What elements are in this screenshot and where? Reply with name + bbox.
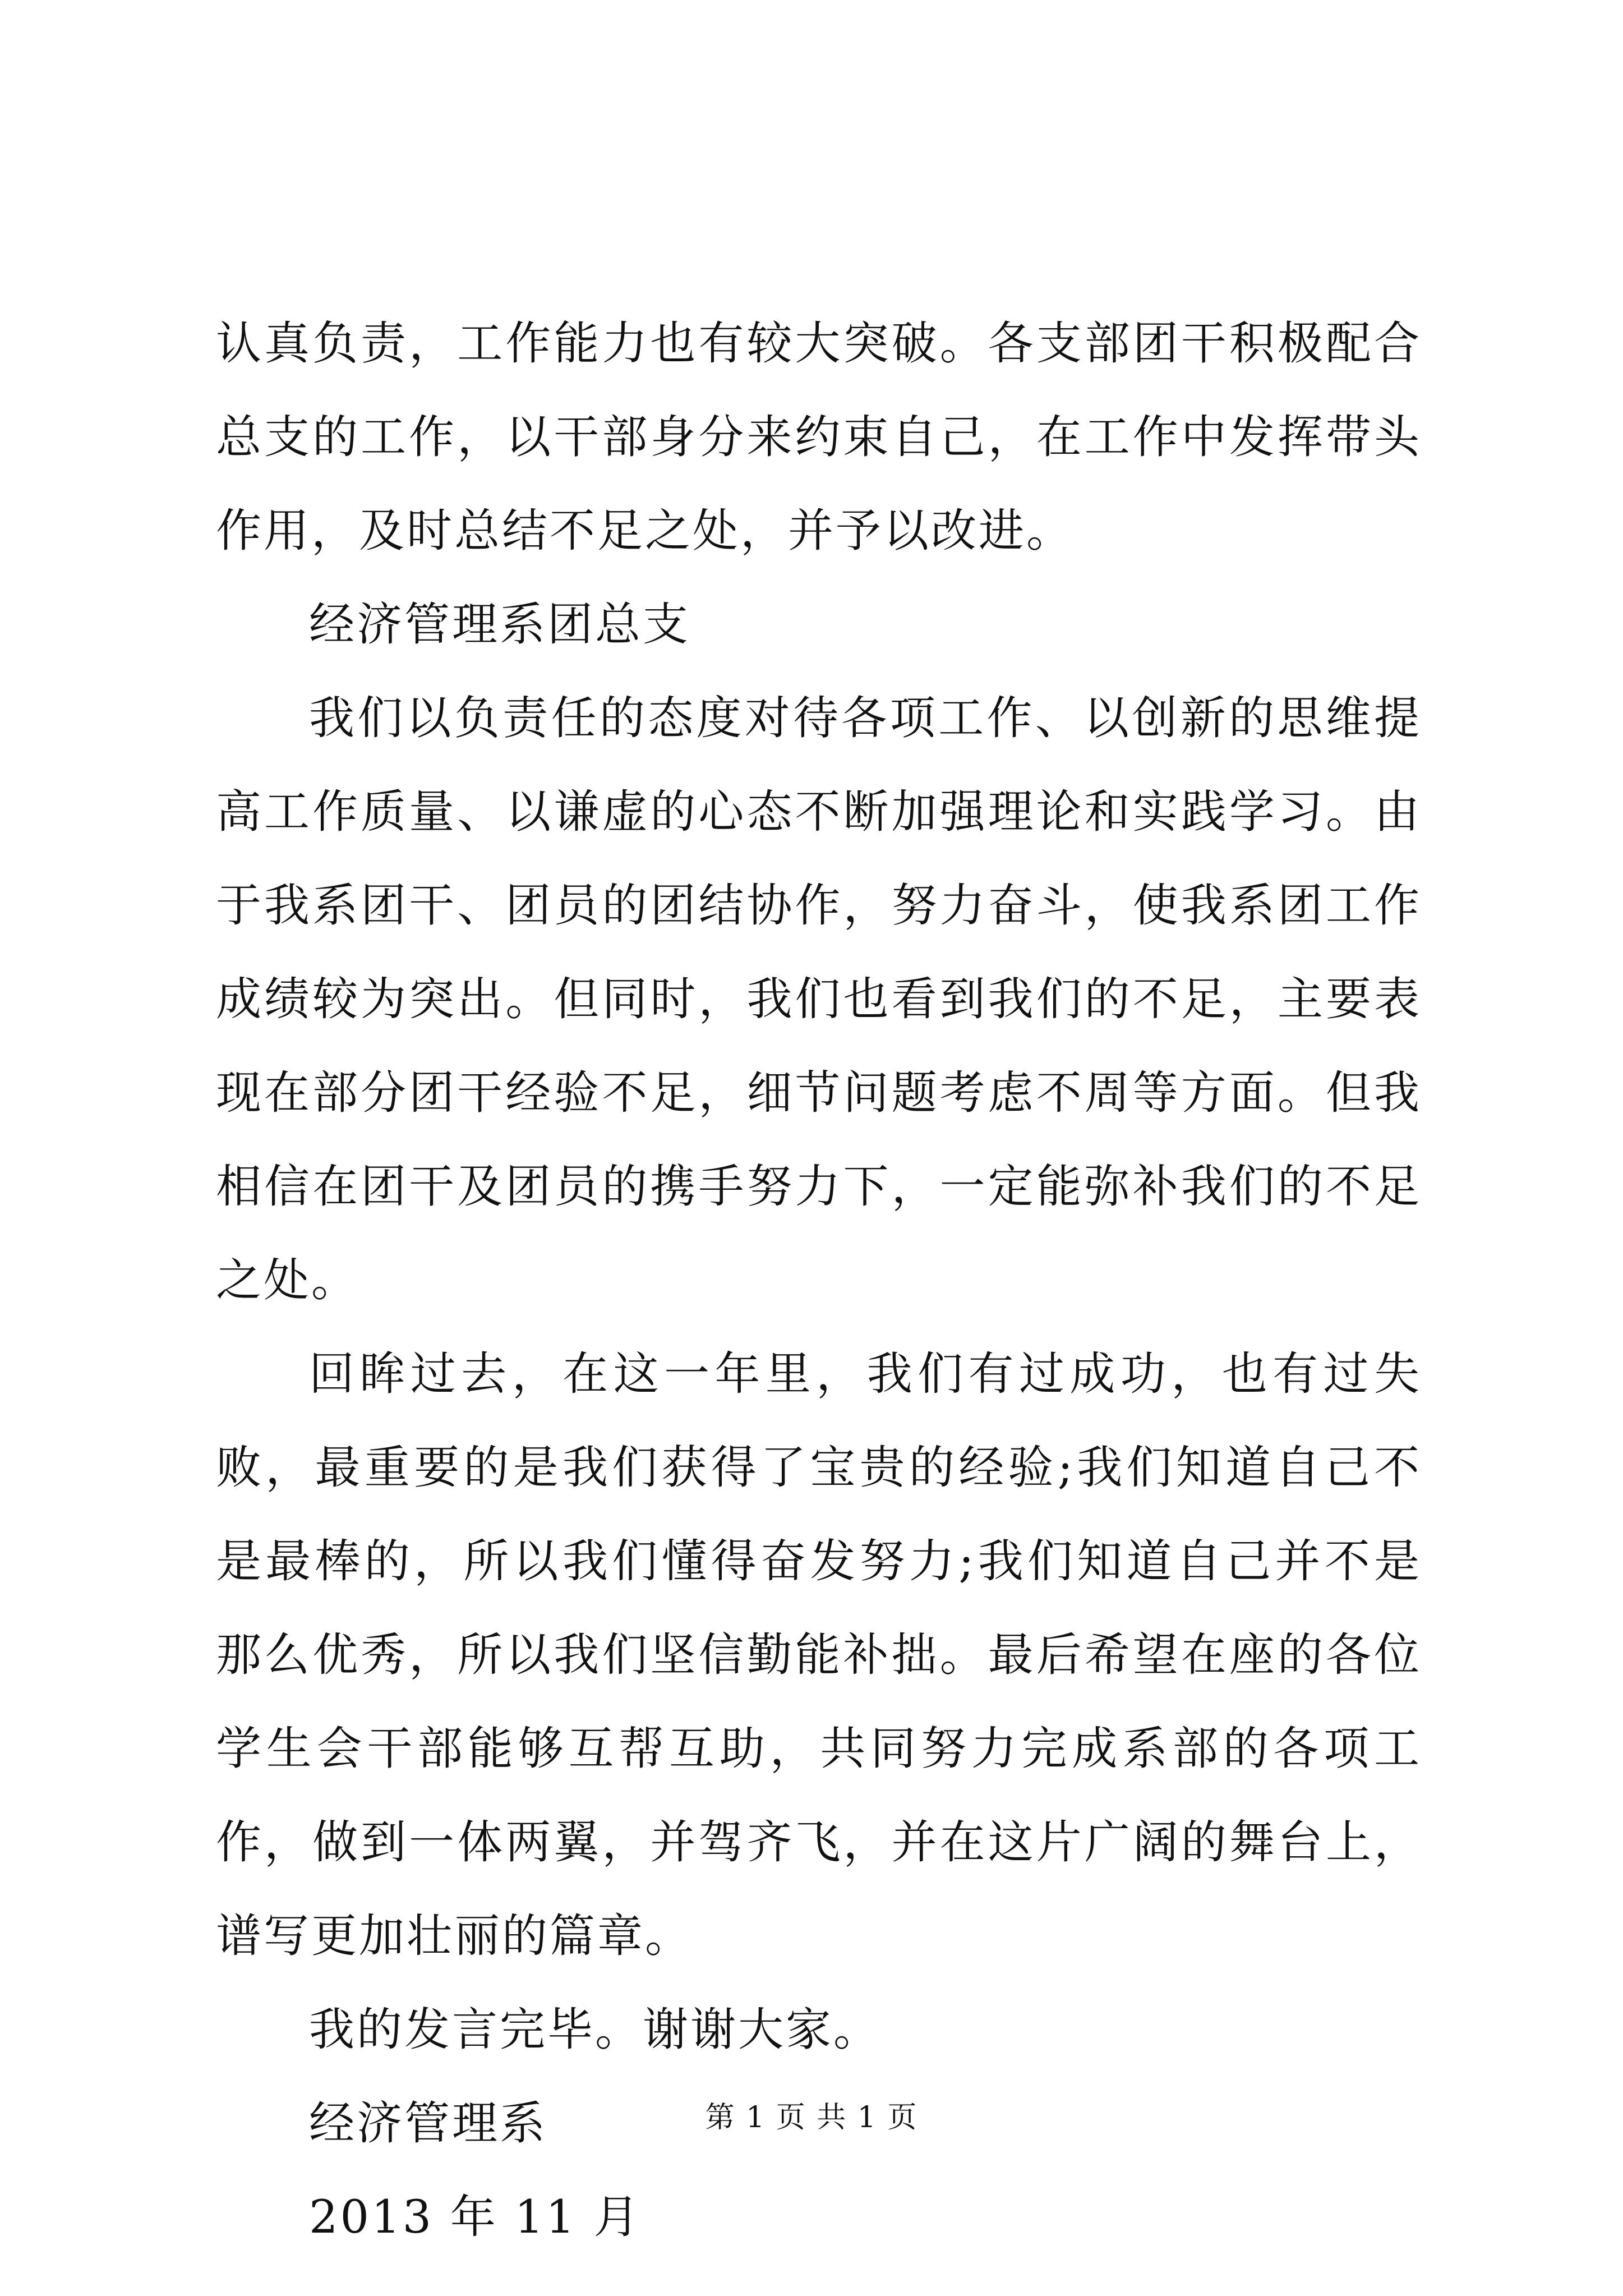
page-footer — [0, 2098, 1623, 2137]
page-number: 第 1 页 共 1 页 — [705, 2101, 918, 2134]
section-heading-committee: 经济管理系团总支 — [309, 599, 691, 651]
paragraph-continuation: 认真负责，工作能力也有较大突破。各支部团干积极配合总支的工作，以干部身分来约束自己，在工作中发挥带头作用，及时总结不足之处，并予以改进。 — [216, 318, 1422, 558]
paragraph-committee-report: 我们以负责任的态度对待各项工作、以创新的思维提高工作质量、以谦虚的心态不断加强理论和实践学习。由于我系团干、团员的团结协作，努力奋斗，使我系团工作成绩较为突出。但同时，我们也看到我们的不足，主要表现在部分团干经验不足，细节问题考虑不周等方面。但我相信在团干及团员的携手努力下，一定能弥补我们的不足之处。 — [216, 692, 1422, 1307]
document-body — [216, 297, 1422, 2265]
signature-date: 2013 年 11 月 — [309, 2191, 642, 2244]
signature-department: 经济管理系 — [309, 2097, 548, 2150]
paragraph-conclusion: 回眸过去，在这一年里，我们有过成功，也有过失败，最重要的是我们获得了宝贵的经验;我们知道自己不是最棒的，所以我们懂得奋发努力;我们知道自己并不是那么优秀，所以我们坚信勤能补拙。最后希望在座的各位学生会干部能够互帮互助，共同努力完成系部的各项工作，做到一体两翼，并驾齐飞，并在这片广阔的舞台上，谱写更加壮丽的篇章。 — [216, 1348, 1422, 1963]
closing-remark: 我的发言完毕。谢谢大家。 — [309, 2004, 882, 2056]
